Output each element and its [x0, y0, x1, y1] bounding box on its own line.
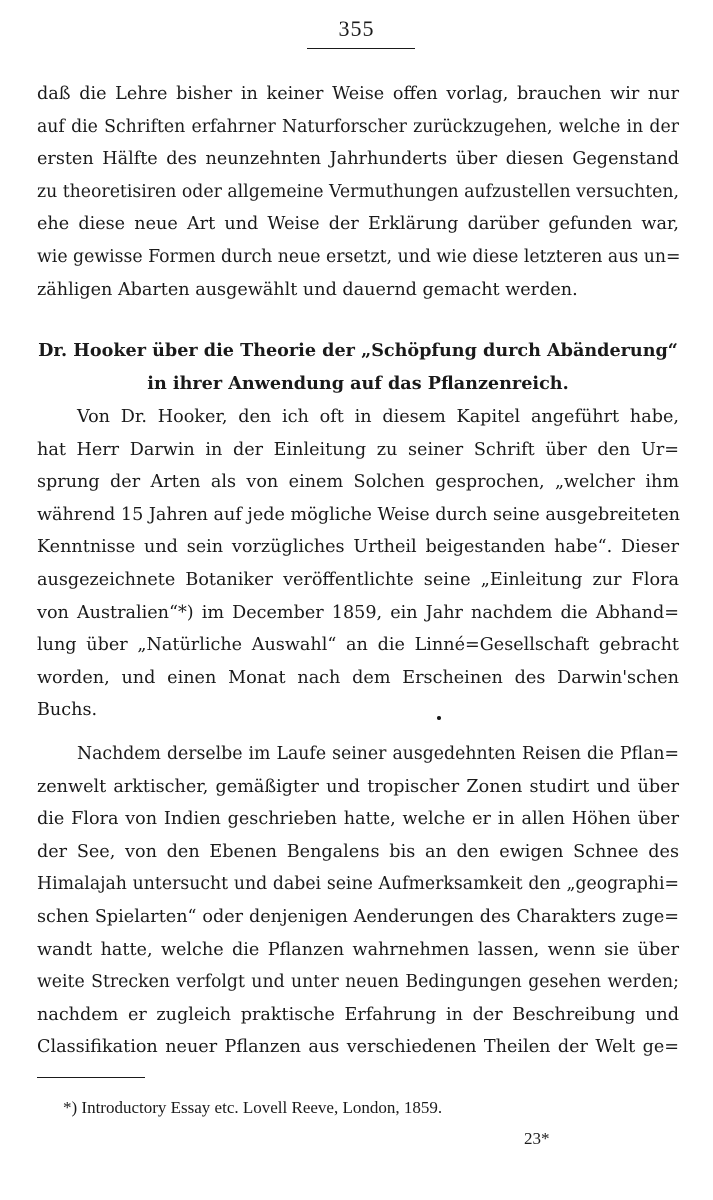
- heading-line: Dr. Hooker über die Theorie der „Schöpfung durch Abänderung“: [38, 340, 678, 361]
- text-line: hat Herr Darwin in der Einleitung zu seiner Schrift über den Ur=: [37, 439, 679, 460]
- text-line: zu theoretisiren oder allgemeine Vermuthungen aufzustellen versuchten,: [37, 181, 679, 202]
- text-line: wie gewisse Formen durch neue ersetzt, und wie diese letzteren aus un=: [37, 246, 681, 267]
- footnote-rule: [37, 1077, 145, 1078]
- text-line: auf die Schriften erfahrner Naturforscher zurückzugehen, welche in der: [37, 116, 679, 137]
- text-line: nachdem er zugleich praktische Erfahrung in der Beschreibung und: [37, 1004, 679, 1025]
- text-line: Nachdem derselbe im Laufe seiner ausgedehnten Reisen die Pflan=: [77, 744, 679, 764]
- text-line: wandt hatte, welche die Pflanzen wahrnehmen lassen, wenn sie über: [37, 939, 679, 960]
- paragraph-3: [37, 738, 679, 1064]
- text-line: ehe diese neue Art und Weise der Erklärung darüber gefunden war,: [37, 214, 679, 235]
- ink-speck: [437, 716, 441, 720]
- text-line: von Australien“*) im December 1859, ein Jahr nachdem die Abhand=: [37, 602, 679, 623]
- text-line: Classifikation neuer Pflanzen aus verschiedenen Theilen der Welt ge=: [37, 1037, 679, 1058]
- text-line: ausgezeichnete Botaniker veröffentlichte seine „Einleitung zur Flora: [37, 569, 679, 590]
- text-line: worden, und einen Monat nach dem Erscheinen des Darwin'schen: [37, 667, 679, 688]
- signature-mark: 23*: [524, 1129, 550, 1148]
- text-line: schen Spielarten“ oder denjenigen Aenderungen des Charakters zuge=: [37, 906, 679, 927]
- text-line: während 15 Jahren auf jede mögliche Weise durch seine ausgebreiteten: [37, 504, 680, 525]
- text-line: weite Strecken verfolgt und unter neuen Bedingungen gesehen werden;: [37, 972, 679, 993]
- heading-line: in ihrer Anwendung auf das Pflanzenreich.: [147, 373, 569, 394]
- text-line: Himalajah untersucht und dabei seine Aufmerksamkeit den „geographi=: [37, 874, 679, 895]
- text-line: zenwelt arktischer, gemäßigter und tropischer Zonen studirt und über: [37, 776, 679, 797]
- text-line: lung über „Natürliche Auswahl“ an die Linné=Gesellschaft gebracht: [37, 635, 679, 656]
- section-heading: [37, 334, 679, 400]
- page-number: 355: [338, 16, 375, 41]
- header-rule: [307, 48, 415, 49]
- paragraph-2: [37, 401, 679, 727]
- text-line: Buchs.: [37, 700, 98, 721]
- text-line: zähligen Abarten ausgewählt und dauernd gemacht werden.: [37, 279, 578, 300]
- text-line: der See, von den Ebenen Bengalens bis an den ewigen Schnee des: [37, 841, 679, 862]
- text-line: ersten Hälfte des neunzehnten Jahrhunderts über diesen Gegenstand: [37, 149, 679, 170]
- text-line: Kenntnisse und sein vorzügliches Urtheil beigestanden habe“. Dieser: [37, 537, 679, 558]
- text-line: daß die Lehre bisher in keiner Weise offen vorlag, brauchen wir nur: [37, 84, 679, 104]
- text-line: sprung der Arten als von einem Solchen gesprochen, „welcher ihm: [37, 472, 679, 493]
- text-line: die Flora von Indien geschrieben hatte, welche er in allen Höhen über: [37, 809, 679, 830]
- text-line: Von Dr. Hooker, den ich oft in diesem Kapitel angeführt habe,: [77, 407, 679, 427]
- footnote: *) Introductory Essay etc. Lovell Reeve, London, 1859.: [63, 1098, 443, 1117]
- paragraph-1: [37, 78, 679, 306]
